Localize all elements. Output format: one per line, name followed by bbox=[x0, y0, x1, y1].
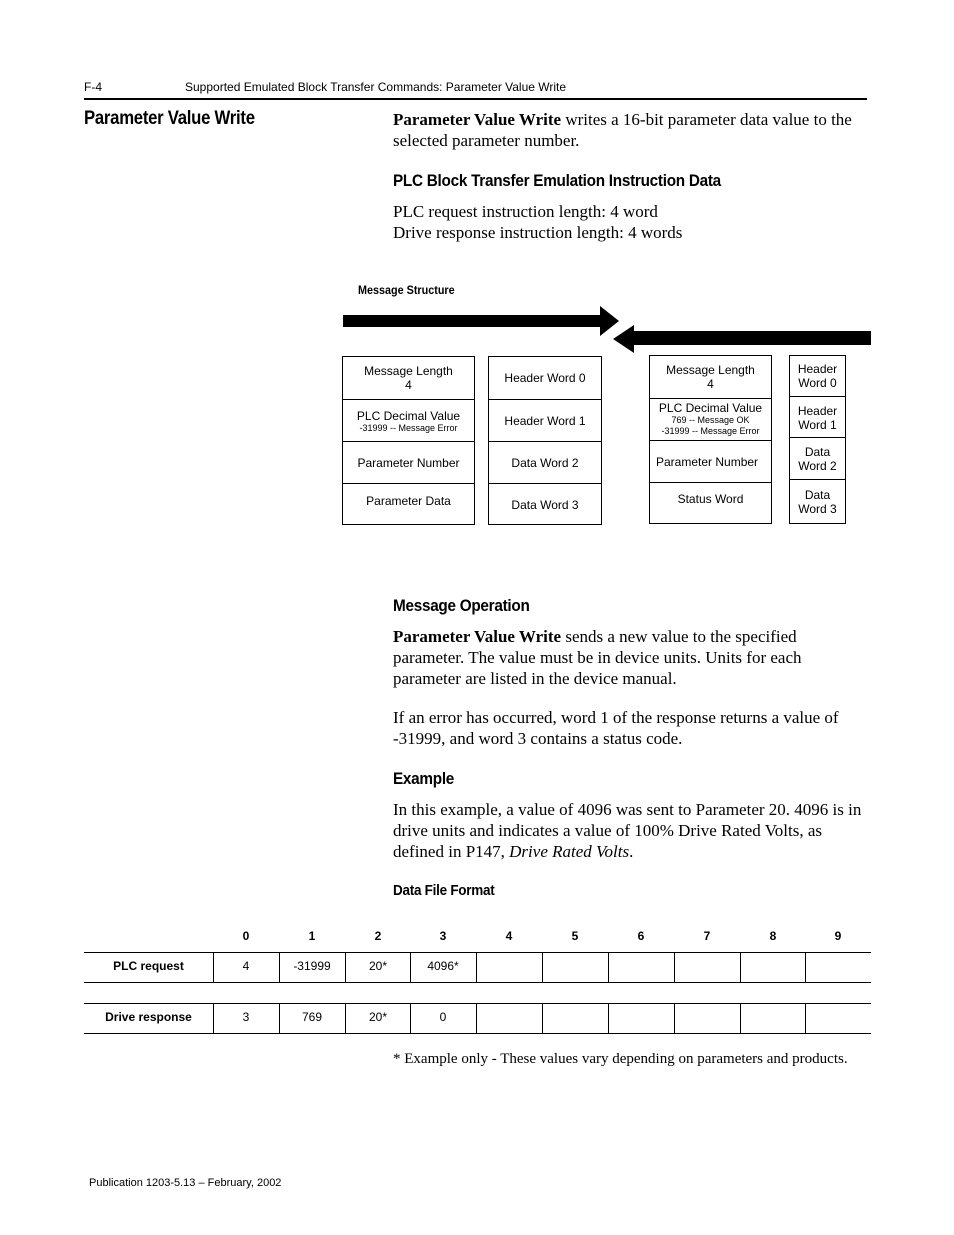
response-header-word-1 bbox=[790, 396, 845, 438]
cell-label: Parameter Number bbox=[357, 456, 460, 470]
column-header: 9 bbox=[834, 929, 842, 943]
example-paragraph bbox=[393, 799, 868, 862]
cell-value: -31999 -- Message Error bbox=[359, 422, 458, 433]
footnote: * Example only - These values vary depending on parameters and products. bbox=[393, 1051, 848, 1067]
column-divider bbox=[542, 952, 543, 982]
table-cell: 769 bbox=[301, 1010, 323, 1024]
response-data-word-2 bbox=[790, 437, 845, 480]
column-divider bbox=[674, 952, 675, 982]
example-italic: Drive Rated Volts bbox=[509, 842, 630, 861]
request-cell-message-length bbox=[343, 357, 474, 399]
column-header: 1 bbox=[308, 929, 316, 943]
section-title: Parameter Value Write bbox=[84, 108, 255, 129]
table-cell: 3 bbox=[242, 1010, 250, 1024]
response-plc-box bbox=[649, 355, 772, 524]
message-operation-paragraph-1 bbox=[393, 626, 863, 689]
table-cell: 0 bbox=[439, 1010, 447, 1024]
word-label-line2: Word 3 bbox=[798, 502, 837, 516]
cell-label: Parameter Number bbox=[656, 454, 759, 469]
publication-footer: Publication 1203-5.13 – February, 2002 bbox=[89, 1177, 282, 1189]
column-divider bbox=[608, 1003, 609, 1033]
direction-arrows bbox=[342, 305, 872, 355]
column-header: 2 bbox=[374, 929, 382, 943]
word-label-line1: Data bbox=[804, 488, 831, 502]
table-rule bbox=[84, 1033, 871, 1034]
cell-label: Parameter Data bbox=[366, 494, 451, 508]
response-cell-parameter-number bbox=[650, 440, 771, 482]
word-label-line2: Word 0 bbox=[798, 376, 837, 390]
request-data-word-2: Data Word 2 bbox=[489, 441, 601, 484]
column-header: 4 bbox=[505, 929, 513, 943]
data-file-format-heading: Data File Format bbox=[393, 882, 495, 899]
request-plc-box bbox=[342, 356, 475, 525]
cell-value-error: -31999 -- Message Error bbox=[661, 426, 760, 436]
column-header: 8 bbox=[769, 929, 777, 943]
response-word-box bbox=[789, 355, 846, 524]
message-operation-heading: Message Operation bbox=[393, 596, 530, 615]
column-header: 6 bbox=[637, 929, 645, 943]
request-arrow bbox=[343, 306, 619, 336]
running-title: Supported Emulated Block Transfer Commands: Parameter Value Write bbox=[185, 80, 567, 94]
response-length-line: Drive response instruction length: 4 words bbox=[393, 223, 683, 242]
response-cell-status-word bbox=[650, 482, 771, 523]
response-cell-plc-decimal bbox=[650, 398, 771, 440]
request-header-word-1: Header Word 1 bbox=[489, 399, 601, 442]
header-rule bbox=[84, 98, 867, 100]
intro-text: writes a 16-bit parameter data value to the selected parameter number. bbox=[393, 110, 852, 150]
plc-block-heading: PLC Block Transfer Emulation Instruction Data bbox=[393, 171, 721, 190]
example-heading: Example bbox=[393, 769, 455, 788]
column-divider bbox=[740, 952, 741, 982]
intro-bold: Parameter Value Write bbox=[393, 110, 562, 129]
message-structure-label: Message Structure bbox=[358, 283, 455, 297]
page-number: F-4 bbox=[84, 80, 102, 94]
message-operation-paragraph-2: If an error has occurred, word 1 of the response returns a value of -31999, and word 3 contains a status code. bbox=[393, 708, 839, 748]
column-divider bbox=[476, 952, 477, 982]
cell-label: Message Length bbox=[364, 364, 453, 378]
column-divider bbox=[740, 1003, 741, 1033]
operation-text: sends a new value to the specified parameter. The value must be in device units. Units for each parameter are listed in the device manual. bbox=[393, 627, 802, 688]
column-header: 3 bbox=[439, 929, 447, 943]
column-divider bbox=[608, 952, 609, 982]
table-cell: 4 bbox=[242, 959, 250, 973]
request-cell-parameter-data bbox=[343, 483, 474, 524]
column-divider bbox=[476, 1003, 477, 1033]
column-divider bbox=[674, 1003, 675, 1033]
table-cell: 20* bbox=[368, 959, 388, 973]
table-cell: 20* bbox=[368, 1010, 388, 1024]
cell-label: Message Length bbox=[666, 363, 755, 377]
response-arrow bbox=[613, 325, 871, 353]
operation-bold: Parameter Value Write bbox=[393, 627, 562, 646]
table-cell: -31999 bbox=[293, 959, 331, 973]
cell-value: 4 bbox=[707, 377, 714, 391]
cell-label: PLC Decimal Value bbox=[356, 408, 461, 423]
request-header-word-0: Header Word 0 bbox=[504, 371, 586, 385]
cell-label: Status Word bbox=[677, 492, 744, 506]
plc-instruction-lengths bbox=[393, 201, 863, 243]
cell-label: PLC Decimal Value bbox=[658, 401, 763, 415]
table-rule bbox=[84, 952, 871, 953]
response-cell-message-length bbox=[650, 356, 771, 398]
request-cell-parameter-number bbox=[343, 441, 474, 484]
request-length-line: PLC request instruction length: 4 word bbox=[393, 202, 658, 221]
column-divider bbox=[805, 952, 806, 982]
table-rule bbox=[84, 1003, 871, 1004]
column-header: 5 bbox=[571, 929, 579, 943]
response-header-word-0 bbox=[790, 356, 845, 396]
word-label-line1: Data bbox=[804, 445, 831, 459]
request-data-word-3: Data Word 3 bbox=[489, 483, 601, 525]
column-divider bbox=[805, 1003, 806, 1033]
example-text: In this example, a value of 4096 was sent to Parameter 20. 4096 is in drive units and indicates a value of 100% Drive Rated Volts, as defined in P147, bbox=[393, 800, 862, 861]
word-label-line2: Word 2 bbox=[798, 459, 837, 473]
cell-value-ok: 769 -- Message OK bbox=[671, 415, 750, 425]
word-label-line2: Word 1 bbox=[798, 417, 837, 432]
example-text-end: . bbox=[629, 842, 634, 861]
word-label-line1: Header bbox=[797, 362, 838, 376]
intro-paragraph bbox=[393, 109, 863, 151]
row-label: Drive response bbox=[105, 1010, 192, 1024]
table-rule bbox=[84, 982, 871, 983]
word-label-line1: Header bbox=[797, 403, 838, 418]
table-cell: 4096* bbox=[427, 959, 459, 973]
row-label: PLC request bbox=[113, 959, 184, 973]
request-cell-plc-decimal bbox=[343, 399, 474, 442]
column-header: 0 bbox=[242, 929, 250, 943]
response-data-word-3 bbox=[790, 479, 845, 524]
cell-value: 4 bbox=[405, 378, 412, 392]
request-word-box bbox=[488, 356, 602, 525]
column-divider bbox=[542, 1003, 543, 1033]
column-header: 7 bbox=[703, 929, 711, 943]
